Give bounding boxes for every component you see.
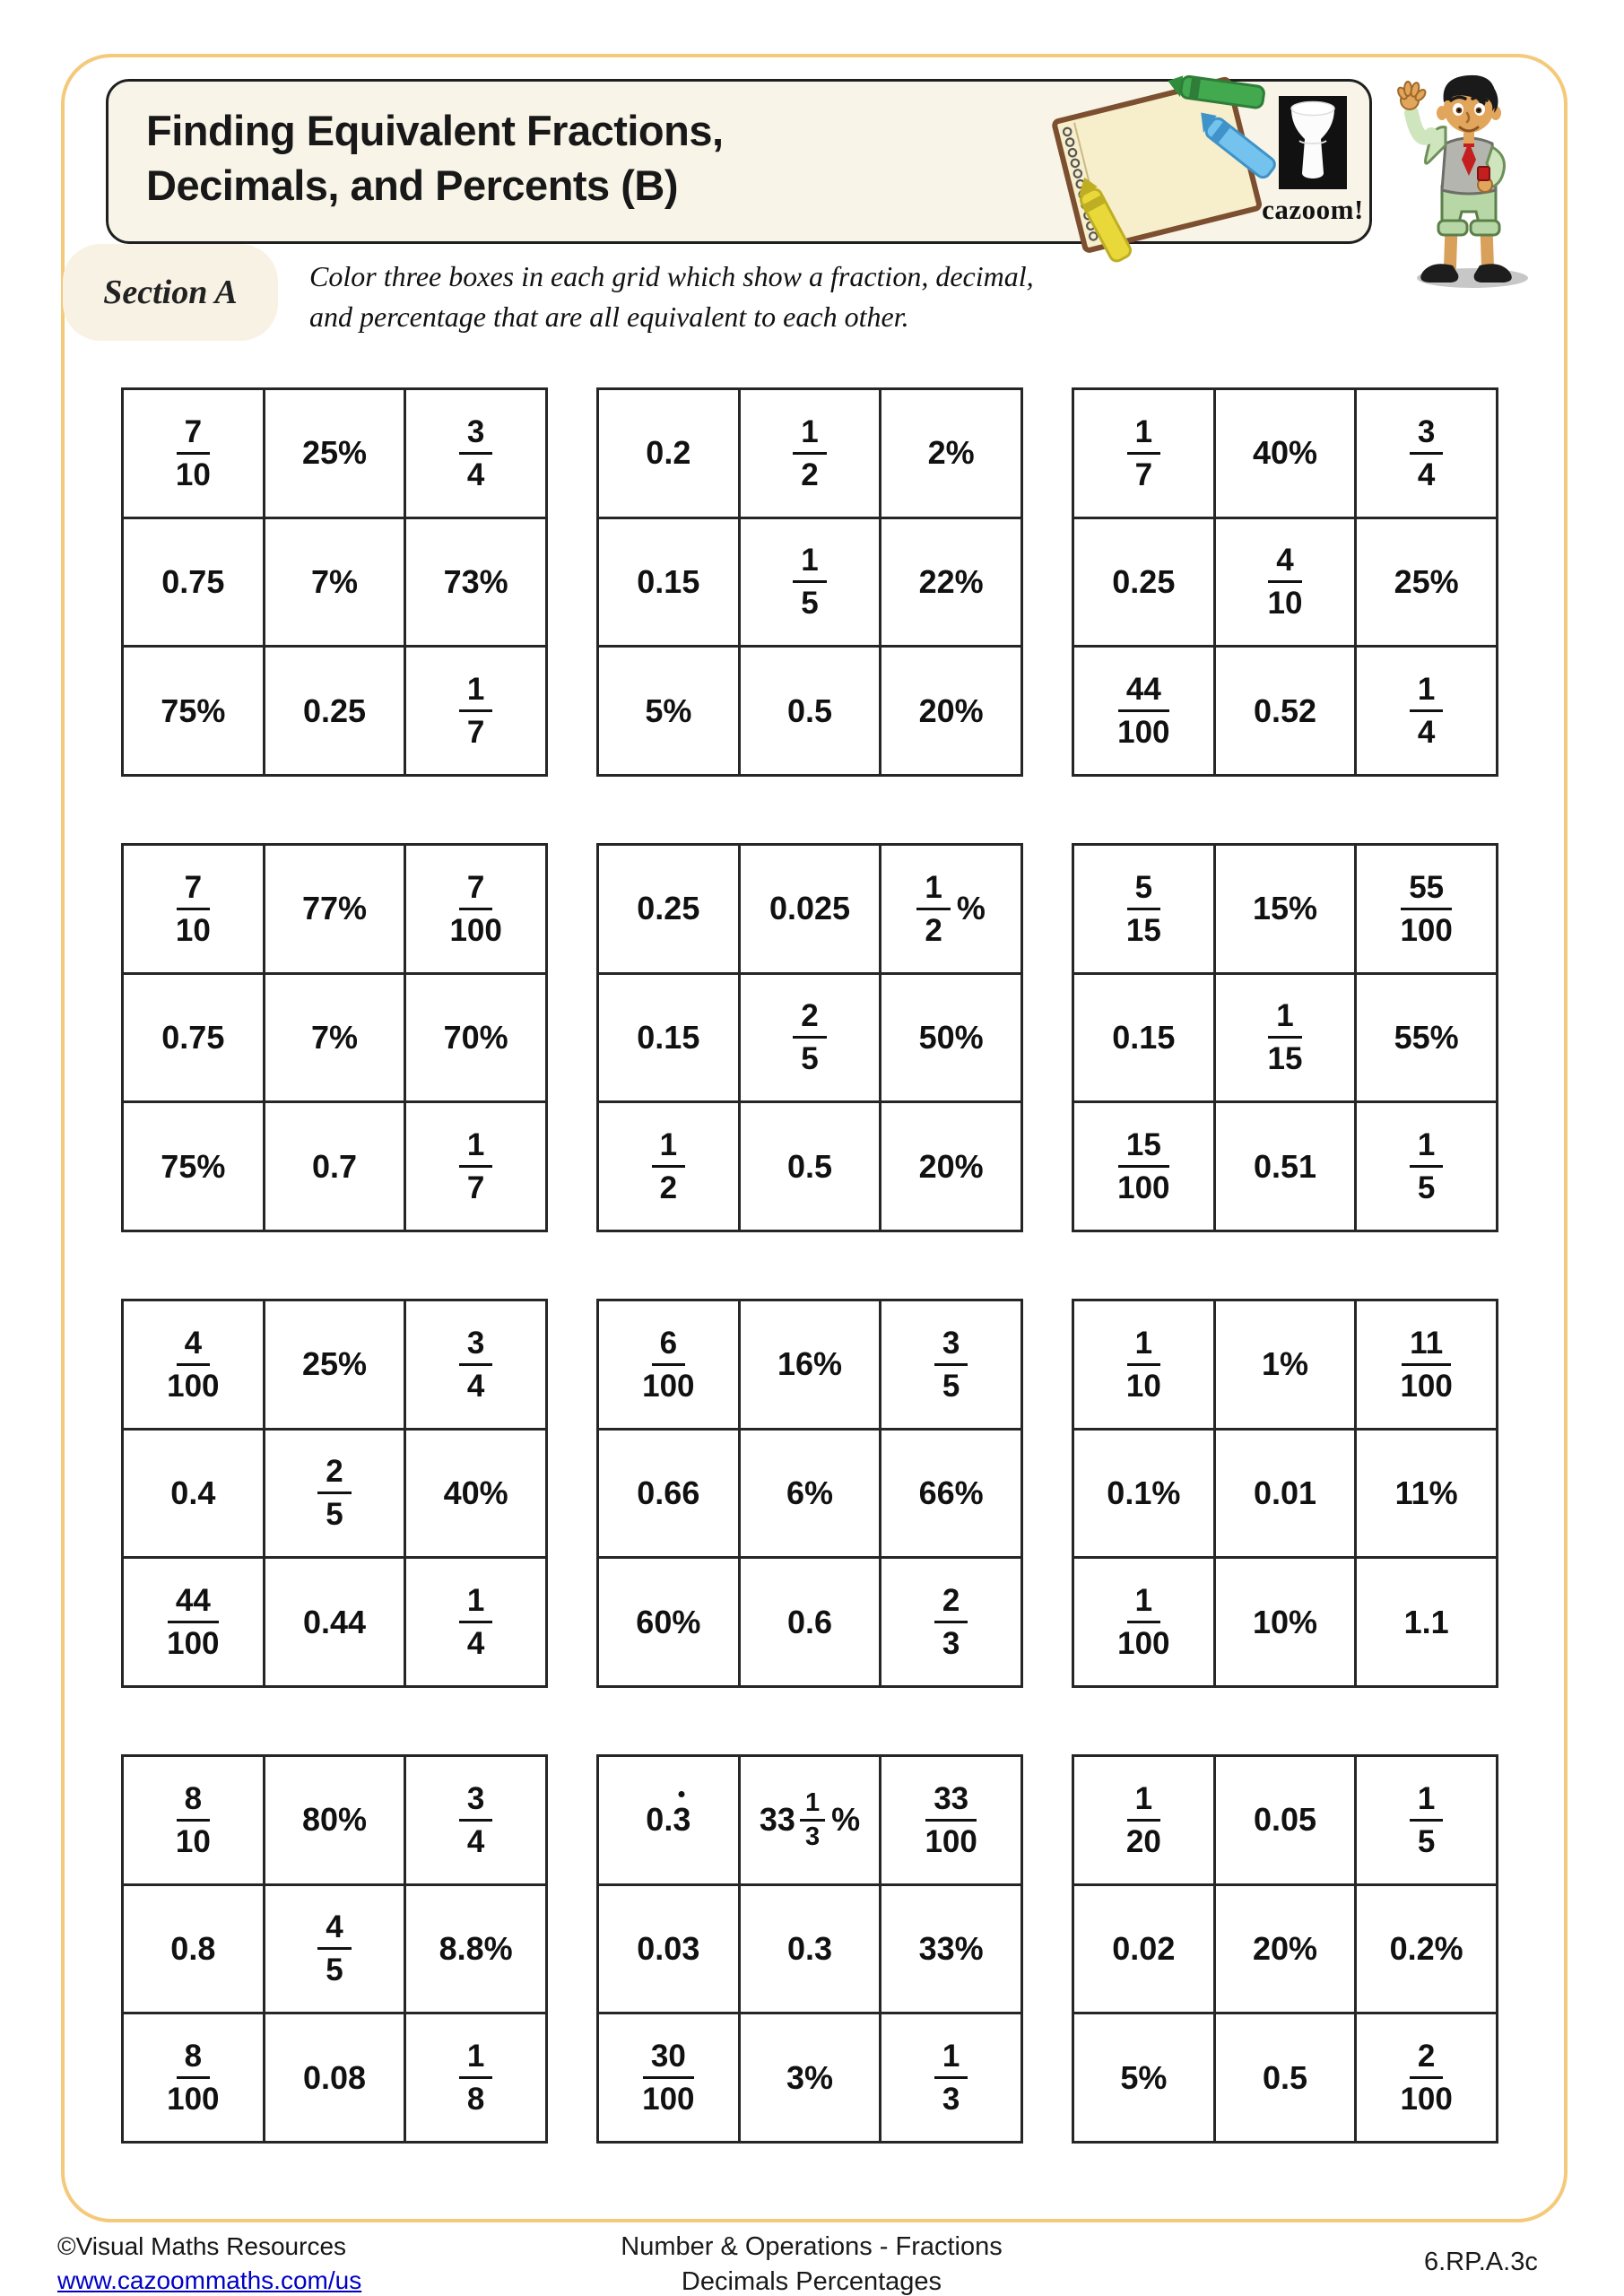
title-panel [106, 79, 1372, 244]
page-title [146, 103, 724, 213]
grid-5-cell-3-3[interactable]: 20% [881, 1103, 1020, 1230]
equivalence-grid-10 [121, 1754, 548, 2144]
grid-8-cell-2-1[interactable]: 0.66 [599, 1431, 738, 1557]
grid-4-cell-3-3[interactable]: $\frac{1}{7}$ [406, 1103, 545, 1230]
grid-2-cell-1-1[interactable]: 0.2 [599, 390, 738, 517]
section-a-label: Section A [103, 274, 238, 311]
grid-10-cell-1-3[interactable]: $\frac{3}{4}$ [406, 1757, 545, 1883]
footer-attribution [57, 2230, 361, 2296]
grid-2-cell-2-1[interactable]: 0.15 [599, 519, 738, 646]
grid-5-cell-1-2[interactable]: 0.025 [741, 846, 880, 972]
grid-8-cell-2-3[interactable]: 66% [881, 1431, 1020, 1557]
grid-4-cell-2-3[interactable]: 70% [406, 975, 545, 1101]
grid-1-cell-1-3[interactable]: $\frac{3}{4}$ [406, 390, 545, 517]
grid-5-cell-2-3[interactable]: 50% [881, 975, 1020, 1101]
grid-9-cell-2-1[interactable]: 0.1% [1074, 1431, 1213, 1557]
grid-5-cell-3-1[interactable]: $\frac{1}{2}$ [599, 1103, 738, 1230]
grid-8-cell-1-2[interactable]: 16% [741, 1301, 880, 1428]
grid-12-cell-1-1[interactable]: $\frac{1}{20}$ [1074, 1757, 1213, 1883]
grid-7-cell-1-1[interactable]: $\frac{4}{100}$ [124, 1301, 263, 1428]
grid-1-cell-1-2[interactable]: 25% [265, 390, 404, 517]
grid-5-cell-2-1[interactable]: 0.15 [599, 975, 738, 1101]
grid-3-cell-2-2[interactable]: $\frac{4}{10}$ [1216, 519, 1355, 646]
equivalence-grid-2 [596, 387, 1023, 777]
instructions-line2: and percentage that are all equivalent to each other. [309, 300, 909, 334]
grid-11-cell-1-3[interactable]: $\frac{33}{100}$ [881, 1757, 1020, 1883]
grid-10-cell-1-1[interactable]: $\frac{8}{10}$ [124, 1757, 263, 1883]
grid-12-cell-3-3[interactable]: $\frac{2}{100}$ [1357, 2014, 1496, 2141]
grid-6-cell-3-2[interactable]: 0.51 [1216, 1103, 1355, 1230]
grid-7-cell-1-3[interactable]: $\frac{3}{4}$ [406, 1301, 545, 1428]
grid-3-cell-2-3[interactable]: 25% [1357, 519, 1496, 646]
grid-6-cell-2-2[interactable]: $\frac{1}{15}$ [1216, 975, 1355, 1101]
grid-1-cell-3-3[interactable]: $\frac{1}{7}$ [406, 648, 545, 774]
grid-9-cell-2-2[interactable]: 0.01 [1216, 1431, 1355, 1557]
grid-6-cell-3-3[interactable]: $\frac{1}{5}$ [1357, 1103, 1496, 1230]
page-title-line2: Decimals, and Percents (B) [146, 161, 678, 210]
grid-4-cell-1-2[interactable]: 77% [265, 846, 404, 972]
grid-1-cell-3-2[interactable]: 0.25 [265, 648, 404, 774]
grid-9-cell-3-3[interactable]: 1.1 [1357, 1559, 1496, 1685]
grid-3-cell-1-3[interactable]: $\frac{3}{4}$ [1357, 390, 1496, 517]
grid-7-cell-2-3[interactable]: 40% [406, 1431, 545, 1557]
grid-8-cell-1-1[interactable]: $\frac{6}{100}$ [599, 1301, 738, 1428]
topic-line2: Decimals Percentages [681, 2267, 942, 2296]
equivalence-grid-6 [1072, 843, 1498, 1232]
grid-3-cell-1-2[interactable]: 40% [1216, 390, 1355, 517]
grid-11-cell-2-1[interactable]: 0.03 [599, 1886, 738, 2013]
equivalence-grid-12 [1072, 1754, 1498, 2144]
grid-11-cell-2-3[interactable]: 33% [881, 1886, 1020, 2013]
grid-8-cell-3-3[interactable]: $\frac{2}{3}$ [881, 1559, 1020, 1685]
grid-9-cell-1-3[interactable]: $\frac{11}{100}$ [1357, 1301, 1496, 1428]
grid-12-cell-3-2[interactable]: 0.5 [1216, 2014, 1355, 2141]
grid-11-cell-3-1[interactable]: $\frac{30}{100}$ [599, 2014, 738, 2141]
footer-topic [621, 2230, 1002, 2296]
equivalence-grid-7 [121, 1299, 548, 1688]
grid-6-cell-1-2[interactable]: 15% [1216, 846, 1355, 972]
grid-11-cell-3-3[interactable]: $\frac{1}{3}$ [881, 2014, 1020, 2141]
grid-5-cell-1-3[interactable]: $\frac{1}{2}$ % [881, 846, 1020, 972]
grid-12-cell-2-1[interactable]: 0.02 [1074, 1886, 1213, 2013]
grid-1-cell-2-1[interactable]: 0.75 [124, 519, 263, 646]
grid-10-cell-2-1[interactable]: 0.8 [124, 1886, 263, 2013]
grid-9-cell-2-3[interactable]: 11% [1357, 1431, 1496, 1557]
grid-4-cell-3-1[interactable]: 75% [124, 1103, 263, 1230]
grid-7-cell-1-2[interactable]: 25% [265, 1301, 404, 1428]
cazoom-logo-text: cazoom! [1262, 194, 1364, 225]
grid-9-cell-1-1[interactable]: $\frac{1}{10}$ [1074, 1301, 1213, 1428]
grid-12-cell-2-2[interactable]: 20% [1216, 1886, 1355, 2013]
grid-2-cell-3-1[interactable]: 5% [599, 648, 738, 774]
grid-5-cell-2-2[interactable]: $\frac{2}{5}$ [741, 975, 880, 1101]
grid-9-cell-3-1[interactable]: $\frac{1}{100}$ [1074, 1559, 1213, 1685]
equivalence-grid-11 [596, 1754, 1023, 2144]
cazoom-drum-icon [1275, 94, 1350, 191]
grid-6-cell-1-3[interactable]: $\frac{55}{100}$ [1357, 846, 1496, 972]
schoolboy-mascot-icon [1395, 61, 1539, 294]
grid-12-cell-2-3[interactable]: 0.2% [1357, 1886, 1496, 2013]
grid-5-cell-3-2[interactable]: 0.5 [741, 1103, 880, 1230]
grid-10-cell-3-3[interactable]: $\frac{1}{8}$ [406, 2014, 545, 2141]
page-title-line1: Finding Equivalent Fractions, [146, 107, 724, 154]
cazoom-logo [1246, 94, 1380, 238]
grid-4-cell-2-2[interactable]: 7% [265, 975, 404, 1101]
grid-6-cell-2-3[interactable]: 55% [1357, 975, 1496, 1101]
grid-1-cell-2-3[interactable]: 73% [406, 519, 545, 646]
section-a-pill [63, 244, 278, 341]
equivalence-grid-9 [1072, 1299, 1498, 1688]
grid-7-cell-3-1[interactable]: $\frac{44}{100}$ [124, 1559, 263, 1685]
grid-12-cell-3-1[interactable]: 5% [1074, 2014, 1213, 2141]
grid-1-cell-3-1[interactable]: 75% [124, 648, 263, 774]
grid-5-cell-1-1[interactable]: 0.25 [599, 846, 738, 972]
grid-3-cell-1-1[interactable]: $\frac{1}{7}$ [1074, 390, 1213, 517]
grid-6-cell-1-1[interactable]: $\frac{5}{15}$ [1074, 846, 1213, 972]
equivalence-grid-4 [121, 843, 548, 1232]
equivalence-grid-1 [121, 387, 548, 777]
equivalence-grid-3 [1072, 387, 1498, 777]
cazoom-link[interactable]: www.cazoommaths.com/us [57, 2266, 362, 2294]
grid-2-cell-3-3[interactable]: 20% [881, 648, 1020, 774]
grid-8-cell-1-3[interactable]: $\frac{3}{5}$ [881, 1301, 1020, 1428]
grid-2-cell-1-3[interactable]: 2% [881, 390, 1020, 517]
grid-11-cell-1-1[interactable]: 0.3 [599, 1757, 738, 1883]
grid-9-cell-1-2[interactable]: 1% [1216, 1301, 1355, 1428]
grid-2-cell-2-2[interactable]: $\frac{1}{5}$ [741, 519, 880, 646]
grid-8-cell-2-2[interactable]: 6% [741, 1431, 880, 1557]
grid-4-cell-2-1[interactable]: 0.75 [124, 975, 263, 1101]
grid-3-cell-3-1[interactable]: $\frac{44}{100}$ [1074, 648, 1213, 774]
grid-12-cell-1-2[interactable]: 0.05 [1216, 1757, 1355, 1883]
instructions-line1: Color three boxes in each grid which show a fraction, decimal, [309, 260, 1034, 292]
grid-8-cell-3-2[interactable]: 0.6 [741, 1559, 880, 1685]
grid-9-cell-3-2[interactable]: 10% [1216, 1559, 1355, 1685]
grid-4-cell-1-3[interactable]: $\frac{7}{100}$ [406, 846, 545, 972]
equivalence-grid-8 [596, 1299, 1023, 1688]
grids-area [121, 387, 1498, 2156]
grid-10-cell-1-2[interactable]: 80% [265, 1757, 404, 1883]
grid-2-cell-1-2[interactable]: $\frac{1}{2}$ [741, 390, 880, 517]
grid-2-cell-3-2[interactable]: 0.5 [741, 648, 880, 774]
grid-7-cell-3-2[interactable]: 0.44 [265, 1559, 404, 1685]
grid-11-cell-1-2[interactable]: 33 $\frac{1}{3}$ % [741, 1757, 880, 1883]
equivalence-grid-5 [596, 843, 1023, 1232]
topic-line1: Number & Operations - Fractions [621, 2232, 1003, 2261]
grid-1-cell-2-2[interactable]: 7% [265, 519, 404, 646]
grid-11-cell-2-2[interactable]: 0.3 [741, 1886, 880, 2013]
grid-10-cell-2-2[interactable]: $\frac{4}{5}$ [265, 1886, 404, 2013]
grid-10-cell-2-3[interactable]: 8.8% [406, 1886, 545, 2013]
grid-3-cell-2-1[interactable]: 0.25 [1074, 519, 1213, 646]
grid-4-cell-3-2[interactable]: 0.7 [265, 1103, 404, 1230]
instructions-text [309, 257, 1332, 338]
grid-10-cell-3-1[interactable]: $\frac{8}{100}$ [124, 2014, 263, 2141]
grid-6-cell-3-1[interactable]: $\frac{15}{100}$ [1074, 1103, 1213, 1230]
grid-7-cell-3-3[interactable]: $\frac{1}{4}$ [406, 1559, 545, 1685]
grid-8-cell-3-1[interactable]: 60% [599, 1559, 738, 1685]
grid-7-cell-2-2[interactable]: $\frac{2}{5}$ [265, 1431, 404, 1557]
standard-code: 6.RP.A.3c [1424, 2248, 1538, 2276]
grid-10-cell-3-2[interactable]: 0.08 [265, 2014, 404, 2141]
grid-1-cell-1-1[interactable]: $\frac{7}{10}$ [124, 390, 263, 517]
grid-3-cell-3-3[interactable]: $\frac{1}{4}$ [1357, 648, 1496, 774]
grid-12-cell-1-3[interactable]: $\frac{1}{5}$ [1357, 1757, 1496, 1883]
grid-3-cell-3-2[interactable]: 0.52 [1216, 648, 1355, 774]
grid-6-cell-2-1[interactable]: 0.15 [1074, 975, 1213, 1101]
grid-11-cell-3-2[interactable]: 3% [741, 2014, 880, 2141]
copyright-text: ©Visual Maths Resources [57, 2232, 347, 2260]
grid-2-cell-2-3[interactable]: 22% [881, 519, 1020, 646]
grid-4-cell-1-1[interactable]: $\frac{7}{10}$ [124, 846, 263, 972]
grid-7-cell-2-1[interactable]: 0.4 [124, 1431, 263, 1557]
